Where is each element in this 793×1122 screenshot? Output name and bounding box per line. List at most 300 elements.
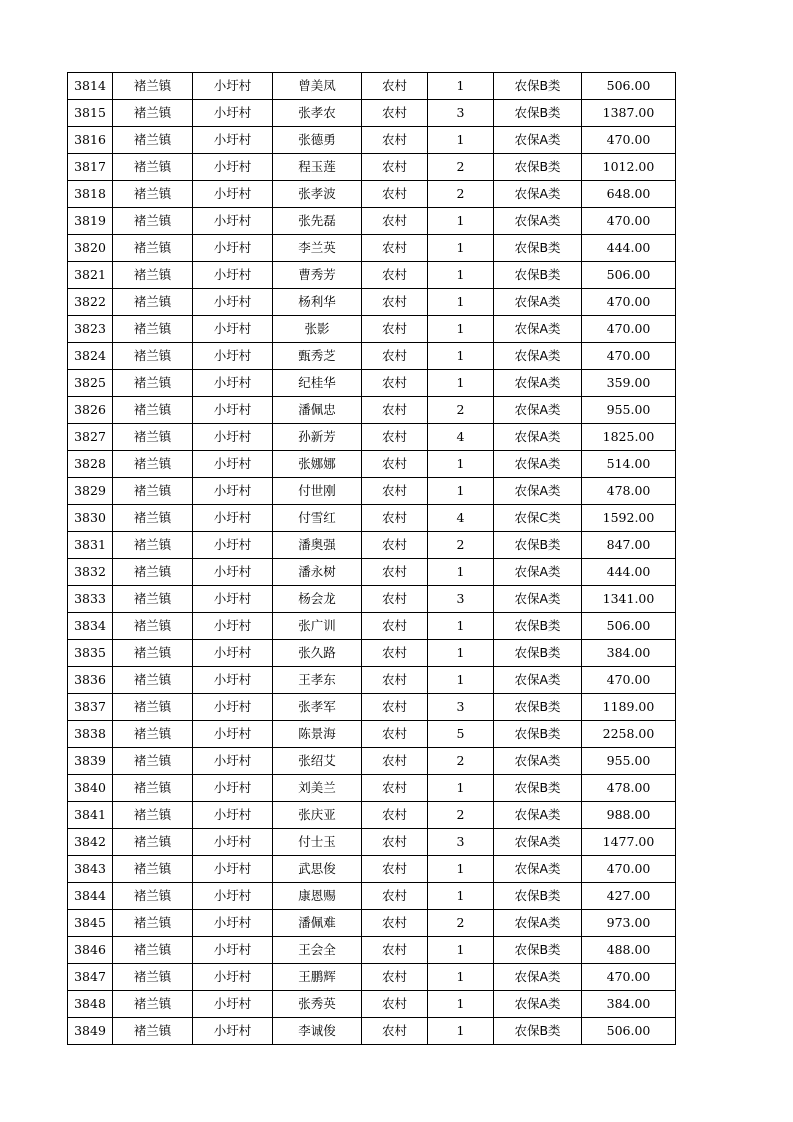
household-type-cell: 农村: [362, 316, 428, 343]
village-cell: 小圩村: [193, 505, 273, 532]
person-count-cell: 1: [428, 316, 494, 343]
household-type-cell: 农村: [362, 532, 428, 559]
category-cell: 农保B类: [494, 100, 582, 127]
category-cell: 农保B类: [494, 73, 582, 100]
town-cell: 褚兰镇: [113, 127, 193, 154]
table-row: [68, 1018, 676, 1045]
household-type-cell: 农村: [362, 829, 428, 856]
serial-number-cell: 3840: [68, 775, 113, 802]
table-row: [68, 937, 676, 964]
household-type-cell: 农村: [362, 748, 428, 775]
person-count-cell: 1: [428, 289, 494, 316]
name-cell: 张绍艾: [273, 748, 362, 775]
household-type-cell: 农村: [362, 667, 428, 694]
amount-cell: 470.00: [582, 208, 676, 235]
town-cell: 褚兰镇: [113, 640, 193, 667]
amount-cell: 1341.00: [582, 586, 676, 613]
name-cell: 武思俊: [273, 856, 362, 883]
town-cell: 褚兰镇: [113, 586, 193, 613]
name-cell: 王鹏辉: [273, 964, 362, 991]
household-type-cell: 农村: [362, 370, 428, 397]
name-cell: 刘美兰: [273, 775, 362, 802]
person-count-cell: 1: [428, 667, 494, 694]
category-cell: 农保A类: [494, 478, 582, 505]
table-row: [68, 451, 676, 478]
town-cell: 褚兰镇: [113, 694, 193, 721]
amount-cell: 470.00: [582, 964, 676, 991]
village-cell: 小圩村: [193, 451, 273, 478]
person-count-cell: 2: [428, 802, 494, 829]
household-type-cell: 农村: [362, 73, 428, 100]
category-cell: 农保A类: [494, 667, 582, 694]
name-cell: 张秀英: [273, 991, 362, 1018]
household-type-cell: 农村: [362, 505, 428, 532]
person-count-cell: 1: [428, 640, 494, 667]
category-cell: 农保B类: [494, 694, 582, 721]
category-cell: 农保A类: [494, 424, 582, 451]
household-type-cell: 农村: [362, 100, 428, 127]
serial-number-cell: 3827: [68, 424, 113, 451]
person-count-cell: 2: [428, 532, 494, 559]
table-row: [68, 694, 676, 721]
person-count-cell: 1: [428, 964, 494, 991]
household-type-cell: 农村: [362, 289, 428, 316]
amount-cell: 470.00: [582, 856, 676, 883]
amount-cell: 470.00: [582, 289, 676, 316]
village-cell: 小圩村: [193, 181, 273, 208]
town-cell: 褚兰镇: [113, 181, 193, 208]
table-row: [68, 721, 676, 748]
village-cell: 小圩村: [193, 721, 273, 748]
person-count-cell: 1: [428, 451, 494, 478]
person-count-cell: 4: [428, 505, 494, 532]
town-cell: 褚兰镇: [113, 343, 193, 370]
person-count-cell: 1: [428, 73, 494, 100]
person-count-cell: 1: [428, 559, 494, 586]
serial-number-cell: 3817: [68, 154, 113, 181]
name-cell: 张孝军: [273, 694, 362, 721]
village-cell: 小圩村: [193, 559, 273, 586]
village-cell: 小圩村: [193, 343, 273, 370]
name-cell: 潘佩难: [273, 910, 362, 937]
village-cell: 小圩村: [193, 937, 273, 964]
person-count-cell: 2: [428, 181, 494, 208]
serial-number-cell: 3848: [68, 991, 113, 1018]
amount-cell: 506.00: [582, 262, 676, 289]
amount-cell: 444.00: [582, 559, 676, 586]
household-type-cell: 农村: [362, 883, 428, 910]
household-type-cell: 农村: [362, 181, 428, 208]
name-cell: 张广训: [273, 613, 362, 640]
town-cell: 褚兰镇: [113, 802, 193, 829]
category-cell: 农保B类: [494, 532, 582, 559]
serial-number-cell: 3837: [68, 694, 113, 721]
household-type-cell: 农村: [362, 856, 428, 883]
category-cell: 农保A类: [494, 181, 582, 208]
town-cell: 褚兰镇: [113, 100, 193, 127]
village-cell: 小圩村: [193, 964, 273, 991]
person-count-cell: 2: [428, 748, 494, 775]
serial-number-cell: 3823: [68, 316, 113, 343]
household-type-cell: 农村: [362, 235, 428, 262]
name-cell: 陈景海: [273, 721, 362, 748]
serial-number-cell: 3824: [68, 343, 113, 370]
amount-cell: 384.00: [582, 640, 676, 667]
table-row: [68, 667, 676, 694]
category-cell: 农保A类: [494, 397, 582, 424]
town-cell: 褚兰镇: [113, 478, 193, 505]
person-count-cell: 1: [428, 613, 494, 640]
household-type-cell: 农村: [362, 559, 428, 586]
village-cell: 小圩村: [193, 640, 273, 667]
serial-number-cell: 3841: [68, 802, 113, 829]
person-count-cell: 1: [428, 370, 494, 397]
category-cell: 农保A类: [494, 586, 582, 613]
person-count-cell: 3: [428, 100, 494, 127]
town-cell: 褚兰镇: [113, 289, 193, 316]
name-cell: 曹秀芳: [273, 262, 362, 289]
table-row: [68, 910, 676, 937]
town-cell: 褚兰镇: [113, 424, 193, 451]
amount-cell: 506.00: [582, 613, 676, 640]
village-cell: 小圩村: [193, 883, 273, 910]
serial-number-cell: 3844: [68, 883, 113, 910]
serial-number-cell: 3828: [68, 451, 113, 478]
category-cell: 农保B类: [494, 262, 582, 289]
town-cell: 褚兰镇: [113, 397, 193, 424]
town-cell: 褚兰镇: [113, 964, 193, 991]
serial-number-cell: 3842: [68, 829, 113, 856]
town-cell: 褚兰镇: [113, 316, 193, 343]
name-cell: 张影: [273, 316, 362, 343]
village-cell: 小圩村: [193, 532, 273, 559]
table-row: [68, 586, 676, 613]
category-cell: 农保A类: [494, 964, 582, 991]
category-cell: 农保A类: [494, 208, 582, 235]
serial-number-cell: 3818: [68, 181, 113, 208]
town-cell: 褚兰镇: [113, 1018, 193, 1045]
town-cell: 褚兰镇: [113, 910, 193, 937]
name-cell: 杨会龙: [273, 586, 362, 613]
household-type-cell: 农村: [362, 127, 428, 154]
category-cell: 农保A类: [494, 316, 582, 343]
person-count-cell: 1: [428, 127, 494, 154]
household-type-cell: 农村: [362, 613, 428, 640]
table-row: [68, 154, 676, 181]
table-row: [68, 964, 676, 991]
category-cell: 农保A类: [494, 343, 582, 370]
amount-cell: 506.00: [582, 1018, 676, 1045]
village-cell: 小圩村: [193, 100, 273, 127]
name-cell: 康恩赐: [273, 883, 362, 910]
household-type-cell: 农村: [362, 991, 428, 1018]
category-cell: 农保B类: [494, 937, 582, 964]
name-cell: 张久路: [273, 640, 362, 667]
amount-cell: 1012.00: [582, 154, 676, 181]
serial-number-cell: 3846: [68, 937, 113, 964]
person-count-cell: 1: [428, 775, 494, 802]
serial-number-cell: 3821: [68, 262, 113, 289]
household-type-cell: 农村: [362, 262, 428, 289]
amount-cell: 384.00: [582, 991, 676, 1018]
amount-cell: 988.00: [582, 802, 676, 829]
table-row: [68, 100, 676, 127]
category-cell: 农保A类: [494, 289, 582, 316]
category-cell: 农保A类: [494, 748, 582, 775]
table-row: [68, 181, 676, 208]
amount-cell: 1825.00: [582, 424, 676, 451]
serial-number-cell: 3834: [68, 613, 113, 640]
serial-number-cell: 3836: [68, 667, 113, 694]
category-cell: 农保A类: [494, 829, 582, 856]
table-row: [68, 532, 676, 559]
data-table: [67, 72, 676, 1045]
amount-cell: 478.00: [582, 775, 676, 802]
town-cell: 褚兰镇: [113, 991, 193, 1018]
serial-number-cell: 3814: [68, 73, 113, 100]
town-cell: 褚兰镇: [113, 532, 193, 559]
serial-number-cell: 3839: [68, 748, 113, 775]
village-cell: 小圩村: [193, 208, 273, 235]
category-cell: 农保A类: [494, 559, 582, 586]
name-cell: 李诚俊: [273, 1018, 362, 1045]
category-cell: 农保B类: [494, 235, 582, 262]
category-cell: 农保B类: [494, 154, 582, 181]
village-cell: 小圩村: [193, 910, 273, 937]
serial-number-cell: 3838: [68, 721, 113, 748]
serial-number-cell: 3822: [68, 289, 113, 316]
village-cell: 小圩村: [193, 235, 273, 262]
name-cell: 孙新芳: [273, 424, 362, 451]
household-type-cell: 农村: [362, 397, 428, 424]
village-cell: 小圩村: [193, 154, 273, 181]
town-cell: 褚兰镇: [113, 505, 193, 532]
person-count-cell: 1: [428, 262, 494, 289]
person-count-cell: 2: [428, 910, 494, 937]
table-row: [68, 316, 676, 343]
name-cell: 曾美凤: [273, 73, 362, 100]
category-cell: 农保A类: [494, 802, 582, 829]
town-cell: 褚兰镇: [113, 829, 193, 856]
person-count-cell: 1: [428, 208, 494, 235]
village-cell: 小圩村: [193, 829, 273, 856]
table-row: [68, 559, 676, 586]
table-row: [68, 775, 676, 802]
category-cell: 农保A类: [494, 127, 582, 154]
person-count-cell: 1: [428, 937, 494, 964]
household-type-cell: 农村: [362, 694, 428, 721]
amount-cell: 444.00: [582, 235, 676, 262]
village-cell: 小圩村: [193, 1018, 273, 1045]
village-cell: 小圩村: [193, 694, 273, 721]
amount-cell: 1387.00: [582, 100, 676, 127]
household-type-cell: 农村: [362, 1018, 428, 1045]
table-row: [68, 208, 676, 235]
town-cell: 褚兰镇: [113, 208, 193, 235]
serial-number-cell: 3830: [68, 505, 113, 532]
amount-cell: 470.00: [582, 127, 676, 154]
person-count-cell: 1: [428, 883, 494, 910]
serial-number-cell: 3815: [68, 100, 113, 127]
table-row: [68, 235, 676, 262]
table-row: [68, 505, 676, 532]
serial-number-cell: 3826: [68, 397, 113, 424]
serial-number-cell: 3832: [68, 559, 113, 586]
person-count-cell: 3: [428, 829, 494, 856]
category-cell: 农保A类: [494, 910, 582, 937]
name-cell: 潘佩忠: [273, 397, 362, 424]
town-cell: 褚兰镇: [113, 370, 193, 397]
village-cell: 小圩村: [193, 424, 273, 451]
village-cell: 小圩村: [193, 289, 273, 316]
amount-cell: 1477.00: [582, 829, 676, 856]
household-type-cell: 农村: [362, 586, 428, 613]
serial-number-cell: 3847: [68, 964, 113, 991]
amount-cell: 478.00: [582, 478, 676, 505]
table-row: [68, 856, 676, 883]
town-cell: 褚兰镇: [113, 559, 193, 586]
category-cell: 农保B类: [494, 775, 582, 802]
household-type-cell: 农村: [362, 937, 428, 964]
person-count-cell: 2: [428, 154, 494, 181]
village-cell: 小圩村: [193, 613, 273, 640]
village-cell: 小圩村: [193, 748, 273, 775]
serial-number-cell: 3845: [68, 910, 113, 937]
village-cell: 小圩村: [193, 802, 273, 829]
town-cell: 褚兰镇: [113, 856, 193, 883]
amount-cell: 1189.00: [582, 694, 676, 721]
amount-cell: 488.00: [582, 937, 676, 964]
table-row: [68, 991, 676, 1018]
amount-cell: 2258.00: [582, 721, 676, 748]
name-cell: 甄秀芝: [273, 343, 362, 370]
amount-cell: 427.00: [582, 883, 676, 910]
town-cell: 褚兰镇: [113, 154, 193, 181]
household-type-cell: 农村: [362, 154, 428, 181]
amount-cell: 955.00: [582, 397, 676, 424]
name-cell: 潘永树: [273, 559, 362, 586]
name-cell: 张孝波: [273, 181, 362, 208]
amount-cell: 470.00: [582, 316, 676, 343]
person-count-cell: 4: [428, 424, 494, 451]
household-type-cell: 农村: [362, 964, 428, 991]
table-row: [68, 883, 676, 910]
serial-number-cell: 3843: [68, 856, 113, 883]
name-cell: 潘奥强: [273, 532, 362, 559]
village-cell: 小圩村: [193, 73, 273, 100]
category-cell: 农保B类: [494, 1018, 582, 1045]
table-row: [68, 829, 676, 856]
village-cell: 小圩村: [193, 127, 273, 154]
person-count-cell: 1: [428, 478, 494, 505]
category-cell: 农保A类: [494, 991, 582, 1018]
person-count-cell: 1: [428, 1018, 494, 1045]
name-cell: 张娜娜: [273, 451, 362, 478]
table-row: [68, 127, 676, 154]
amount-cell: 506.00: [582, 73, 676, 100]
household-type-cell: 农村: [362, 910, 428, 937]
village-cell: 小圩村: [193, 262, 273, 289]
name-cell: 王会全: [273, 937, 362, 964]
name-cell: 张德勇: [273, 127, 362, 154]
table-row: [68, 802, 676, 829]
household-type-cell: 农村: [362, 478, 428, 505]
category-cell: 农保B类: [494, 721, 582, 748]
name-cell: 张孝农: [273, 100, 362, 127]
household-type-cell: 农村: [362, 775, 428, 802]
village-cell: 小圩村: [193, 667, 273, 694]
table-row: [68, 424, 676, 451]
town-cell: 褚兰镇: [113, 235, 193, 262]
household-type-cell: 农村: [362, 208, 428, 235]
household-type-cell: 农村: [362, 640, 428, 667]
table-row: [68, 397, 676, 424]
amount-cell: 470.00: [582, 343, 676, 370]
amount-cell: 847.00: [582, 532, 676, 559]
table-row: [68, 343, 676, 370]
town-cell: 褚兰镇: [113, 721, 193, 748]
town-cell: 褚兰镇: [113, 937, 193, 964]
serial-number-cell: 3835: [68, 640, 113, 667]
name-cell: 王孝东: [273, 667, 362, 694]
table-row: [68, 73, 676, 100]
name-cell: 纪桂华: [273, 370, 362, 397]
person-count-cell: 5: [428, 721, 494, 748]
person-count-cell: 3: [428, 694, 494, 721]
amount-cell: 359.00: [582, 370, 676, 397]
town-cell: 褚兰镇: [113, 748, 193, 775]
town-cell: 褚兰镇: [113, 613, 193, 640]
name-cell: 杨利华: [273, 289, 362, 316]
table-row: [68, 262, 676, 289]
town-cell: 褚兰镇: [113, 262, 193, 289]
name-cell: 李兰英: [273, 235, 362, 262]
table-row: [68, 289, 676, 316]
table-row: [68, 478, 676, 505]
village-cell: 小圩村: [193, 370, 273, 397]
serial-number-cell: 3825: [68, 370, 113, 397]
amount-cell: 1592.00: [582, 505, 676, 532]
serial-number-cell: 3820: [68, 235, 113, 262]
amount-cell: 514.00: [582, 451, 676, 478]
category-cell: 农保B类: [494, 613, 582, 640]
household-type-cell: 农村: [362, 451, 428, 478]
person-count-cell: 2: [428, 397, 494, 424]
serial-number-cell: 3849: [68, 1018, 113, 1045]
town-cell: 褚兰镇: [113, 883, 193, 910]
name-cell: 付士玉: [273, 829, 362, 856]
amount-cell: 973.00: [582, 910, 676, 937]
village-cell: 小圩村: [193, 586, 273, 613]
village-cell: 小圩村: [193, 397, 273, 424]
category-cell: 农保A类: [494, 451, 582, 478]
amount-cell: 955.00: [582, 748, 676, 775]
name-cell: 付雪红: [273, 505, 362, 532]
amount-cell: 648.00: [582, 181, 676, 208]
household-type-cell: 农村: [362, 343, 428, 370]
person-count-cell: 1: [428, 856, 494, 883]
village-cell: 小圩村: [193, 991, 273, 1018]
table-row: [68, 613, 676, 640]
serial-number-cell: 3816: [68, 127, 113, 154]
town-cell: 褚兰镇: [113, 73, 193, 100]
serial-number-cell: 3833: [68, 586, 113, 613]
village-cell: 小圩村: [193, 856, 273, 883]
category-cell: 农保B类: [494, 883, 582, 910]
person-count-cell: 1: [428, 991, 494, 1018]
village-cell: 小圩村: [193, 775, 273, 802]
category-cell: 农保B类: [494, 640, 582, 667]
